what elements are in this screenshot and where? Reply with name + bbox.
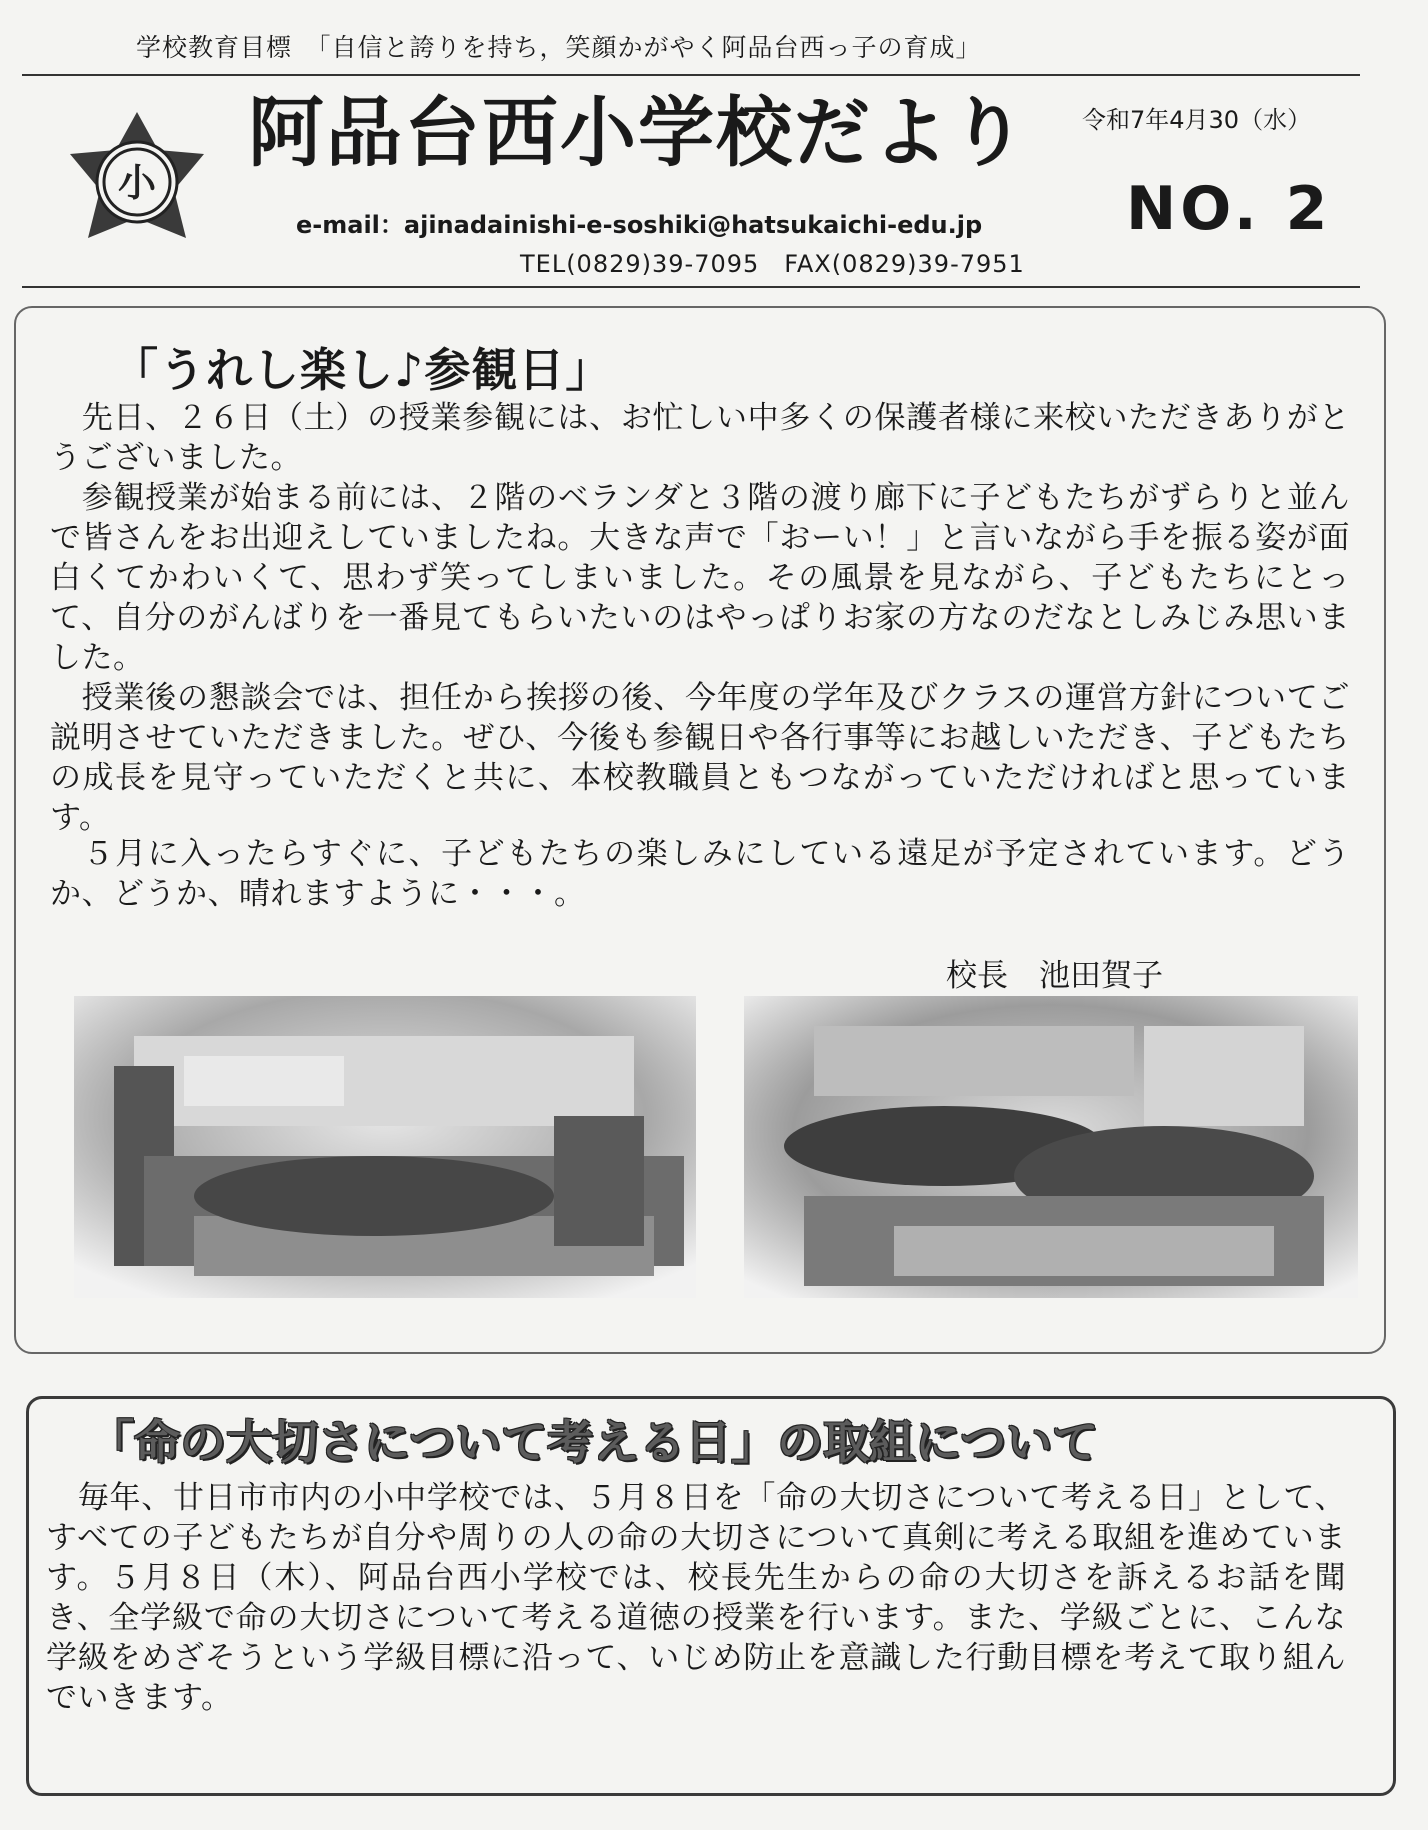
school-phone-fax: TEL(0829)39-7095 FAX(0829)39-7951 bbox=[520, 250, 1025, 278]
article-heading-open-house: 「うれし楽し♪参観日」 bbox=[112, 343, 613, 397]
article-paragraph: 参観授業が始まる前には、２階のベランダと３階の渡り廊下に子どもたちがずらりと並んで皆さんをお出迎えしていましたね。大きな声で「おーい！」と言いながら手を振る姿が面白くてかわいくて、思わず笑ってしまいました。その風景を見ながら、子どもたちにとって、自分のがんばりを一番見てもらいたいのはやっぱりお家の方なのだなとしみじみ思いました。 bbox=[50, 480, 1350, 676]
issue-number: NO. 2 bbox=[1126, 174, 1332, 244]
header-top-rule bbox=[22, 74, 1360, 76]
principal-signature: 校長 池田賀子 bbox=[946, 958, 1163, 994]
classroom-photo-right bbox=[744, 996, 1358, 1298]
article-heading-life-day: 「命の大切さについて考える日」の取組について bbox=[88, 1415, 1099, 1469]
article-paragraph: 毎年、廿日市市内の小中学校では、５月８日を「命の大切さについて考える日」として、すべての子どもたちが自分や周りの人の命の大切さについて真剣に考える取組を進めています。５月８日（木）、阿品台西小学校では、校長先生からの命の大切さを訴えるお話を聞き、全学級で命の大切さについて考える道徳の授業を行います。また、学級ごとに、こんな学級をめざそうという学級目標に沿って、いじめ防止を意識した行動目標を考えて取り組んでいきます。 bbox=[46, 1480, 1347, 1716]
issue-date: 令和7年4月30（水） bbox=[1082, 106, 1312, 134]
classroom-photo-left bbox=[74, 996, 696, 1298]
article-paragraph: 授業後の懇談会では、担任から挨拶の後、今年度の学年及びクラスの運営方針についてご説明させていただきました。ぜひ、今後も参観日や各行事等にお越しいただき、子どもたちの成長を見守っていただくと共に、本校教職員ともつながっていただければと思っています。 bbox=[50, 680, 1350, 836]
school-email: e-mail：ajinadainishi-e-soshiki@hatsukaichi-edu.jp bbox=[296, 211, 983, 239]
header-bottom-rule bbox=[22, 286, 1360, 288]
emblem-character: 小 bbox=[117, 161, 157, 205]
article-paragraph: ５月に入ったらすぐに、子どもたちの楽しみにしている遠足が予定されています。どうか、どうか、晴れますように・・・。 bbox=[50, 836, 1351, 912]
newsletter-title: 阿品台西小学校だより bbox=[248, 88, 1028, 177]
school-goal: 学校教育目標 「自信と誇りを持ち，笑顔かがやく阿品台西っ子の育成」 bbox=[136, 33, 982, 62]
school-emblem-icon bbox=[66, 110, 208, 258]
article-paragraph: 先日、２６日（土）の授業参観には、お忙しい中多くの保護者様に来校いただきありがとうございました。 bbox=[50, 400, 1350, 476]
